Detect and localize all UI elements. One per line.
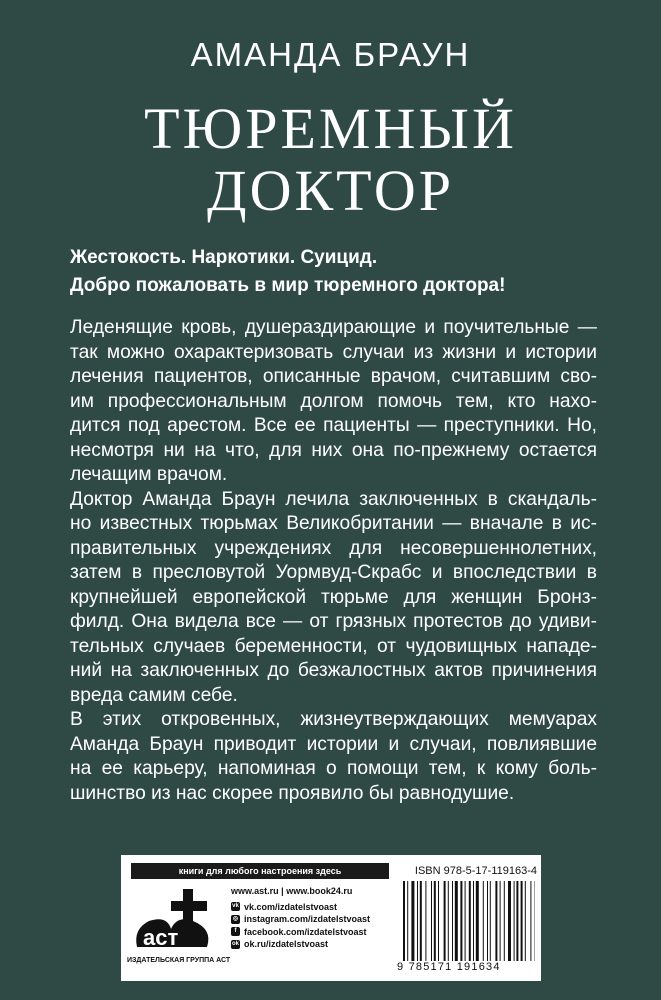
description-line: лечения пациентов, описанные врачом, считавшим сво- bbox=[70, 366, 597, 387]
description-line: несмотря ни на что, для них она по-прежнему остается bbox=[70, 439, 597, 461]
odnoklassniki-icon: ok bbox=[231, 940, 239, 947]
description-line: Леденящие кровь, душераздирающие и поучительные — bbox=[70, 317, 597, 338]
book-title-line: ТЮРЕМНЫЙ bbox=[144, 96, 517, 161]
publisher-slogan: книги для любого настроения здесь bbox=[131, 863, 389, 879]
description-line: Аманда Браун приводит истории и случаи, повлиявшие bbox=[70, 733, 597, 755]
description-paragraph bbox=[70, 316, 597, 488]
social-link-text: vk.com/izdatelstvoast bbox=[244, 901, 338, 912]
description-line: но известных тюрьмах Великобритании — вначале в ис- bbox=[70, 513, 597, 534]
description-line: правительных учреждениях для несовершеннолетних, bbox=[70, 537, 597, 559]
tagline-line: Добро пожаловать в мир тюремного доктора! bbox=[70, 275, 506, 296]
barcode-digits: 9 785171 191634 bbox=[397, 961, 537, 973]
description bbox=[70, 316, 597, 806]
description-paragraph bbox=[70, 488, 597, 709]
social-link[interactable] bbox=[231, 926, 401, 939]
facebook-icon: f bbox=[231, 927, 240, 936]
barcode-icon bbox=[403, 881, 535, 967]
description-line: затем в пресловутой Уормвуд-Скрабс и впоследствии в bbox=[70, 562, 597, 583]
description-line: дится под арестом. Все ее пациенты — преступники. Но, bbox=[70, 415, 597, 436]
description-line: им профессиональным долгом помочь тем, кто нахо- bbox=[70, 390, 597, 412]
ast-logo-icon bbox=[131, 885, 221, 953]
description-line: крупнейшей европейской тюрьме для женщин Бронз- bbox=[70, 586, 597, 608]
social-link[interactable] bbox=[231, 913, 401, 926]
isbn-label: ISBN 978-5-17-119163-4 bbox=[414, 865, 537, 877]
description-paragraph bbox=[70, 708, 597, 806]
publisher-links bbox=[231, 885, 401, 951]
book-title bbox=[0, 98, 661, 222]
description-line: тельных случаев беременности, от чудовищных нападе- bbox=[70, 635, 597, 657]
description-line: Доктор Аманда Браун лечила заключенных в скандаль- bbox=[70, 488, 597, 510]
description-line: В этих откровенных, жизнеутверждающих мемуарах bbox=[70, 709, 597, 730]
description-line: вреда самим себе. bbox=[70, 684, 238, 706]
ast-logo-text: аст bbox=[143, 925, 179, 950]
social-link-text: facebook.com/izdatelstvoast bbox=[244, 926, 367, 937]
social-link[interactable] bbox=[231, 938, 401, 951]
book-title-line: ДОКТОР bbox=[207, 158, 454, 223]
vk-icon: vk bbox=[232, 903, 239, 910]
description-line: так можно охарактеризовать случаи из жизни и истории bbox=[70, 341, 597, 363]
description-line: на ее карьеру, напоминая о помощи тем, к кому боль- bbox=[70, 758, 597, 779]
description-line: шинство из нас скорее проявило бы равнодушие. bbox=[70, 782, 515, 804]
instagram-icon: ◎ bbox=[232, 915, 239, 922]
tagline-line: Жестокость. Наркотики. Суицид. bbox=[70, 247, 378, 268]
description-line: лечащим врачом. bbox=[70, 464, 228, 485]
publisher-caption: ИЗДАТЕЛЬСКАЯ ГРУППА АСТ bbox=[127, 957, 231, 964]
social-link[interactable] bbox=[231, 901, 401, 914]
description-line: филд. Она видела все — от грязных протестов до удиви- bbox=[70, 611, 597, 632]
publisher-sites[interactable]: www.ast.ru | www.book24.ru bbox=[231, 886, 353, 896]
social-link-text: instagram.com/izdatelstvoast bbox=[244, 914, 371, 924]
author-name: АМАНДА БРАУН bbox=[190, 36, 471, 73]
description-line: ний на заключенных до безжалостных актов причинения bbox=[70, 660, 597, 681]
publisher-info-box bbox=[121, 855, 541, 981]
tagline bbox=[70, 244, 610, 300]
social-link-text: ok.ru/izdatelstvoast bbox=[244, 939, 329, 949]
